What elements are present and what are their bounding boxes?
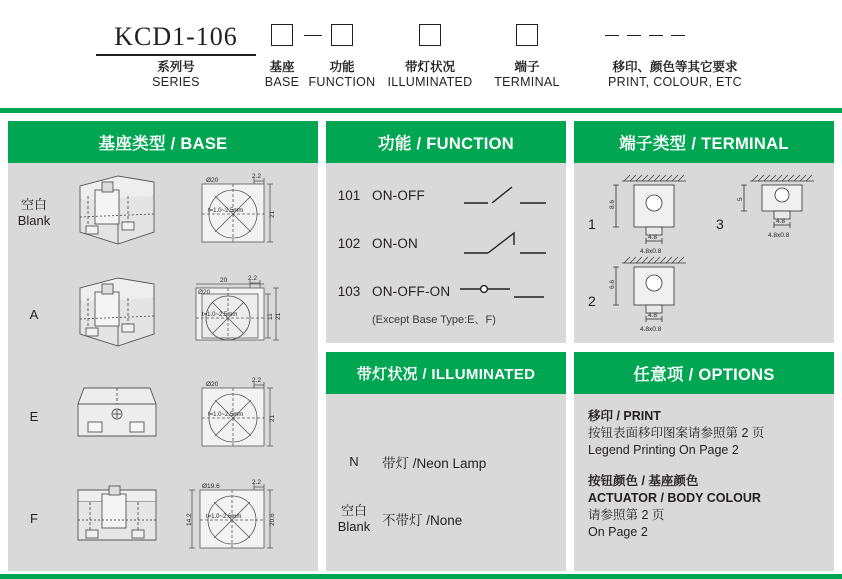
options-colour-line1: 请参照第 2 页 xyxy=(588,508,665,522)
options-colour-line2: On Page 2 xyxy=(588,525,648,539)
base-row-code: 空白 Blank xyxy=(17,197,51,228)
illuminated-row-blank[interactable] xyxy=(326,497,566,541)
options-colour-title: 按钮颜色 / 基座颜色 xyxy=(588,474,699,488)
field-label-options-cn: 移印、颜色等其它要求 xyxy=(612,60,738,74)
illuminated-panel xyxy=(326,352,566,571)
function-code-box xyxy=(331,24,353,46)
dim-thickness-f: t=1.0~2.6mm xyxy=(206,514,242,520)
base-3d-drawing-e xyxy=(58,374,176,460)
base-3d-drawing-blank xyxy=(58,170,176,256)
dim-width-blank: 2.2 xyxy=(252,173,262,180)
terminal-1-spec: 4.8x0.8 xyxy=(640,248,662,255)
base-row-drawings xyxy=(58,269,314,361)
dim-thickness-a: t=1.0~2.5mm xyxy=(202,312,238,318)
terminal-drawing-2[interactable] xyxy=(608,253,704,337)
terminal-3-width: 4.8 xyxy=(776,218,786,225)
base-row-f[interactable] xyxy=(8,469,318,569)
field-label-function-en: FUNCTION xyxy=(308,75,376,89)
base-code-box xyxy=(271,24,293,46)
field-label-illuminated-cn: 带灯状况 xyxy=(404,60,455,74)
base-panel-title: 基座类型 / BASE xyxy=(8,121,318,163)
illuminated-name: 带灯 /Neon Lamp xyxy=(382,456,487,471)
function-symbol-on-on xyxy=(458,223,558,263)
base-row-e[interactable] xyxy=(8,367,318,467)
field-label-options xyxy=(565,60,785,90)
function-row-101[interactable] xyxy=(326,173,566,217)
field-label-series xyxy=(116,60,236,90)
base-dimension-drawing-blank xyxy=(182,170,300,256)
illuminated-name: 不带灯 /None xyxy=(382,513,463,528)
terminal-2-height: 6.6 xyxy=(609,279,616,289)
base-rows xyxy=(8,163,318,571)
svg-text:Ø20: Ø20 xyxy=(206,381,219,388)
svg-text:Ø20: Ø20 xyxy=(206,177,219,184)
dim-thickness-e: t=1.0~2.5mm xyxy=(208,412,244,418)
function-row-102[interactable] xyxy=(326,221,566,265)
illuminated-row-n[interactable] xyxy=(326,442,566,482)
illuminated-panel-title: 带灯状况 / ILLUMINATED xyxy=(326,352,566,394)
options-block-colour xyxy=(588,473,820,541)
dim-width-f: 2.2 xyxy=(252,479,262,486)
base-row-code: E xyxy=(29,409,39,424)
illuminated-code-box xyxy=(419,24,441,46)
dim-height-blank: 21 xyxy=(269,210,276,218)
terminal-3-height: 5 xyxy=(737,197,744,201)
options-panel-title: 任意项 / OPTIONS xyxy=(574,352,834,394)
base-row-blank[interactable] xyxy=(8,163,318,263)
terminal-1-height: 8.6 xyxy=(609,199,616,209)
function-name: ON-ON xyxy=(372,235,418,251)
function-panel xyxy=(326,121,566,343)
function-symbol-on-off-on xyxy=(458,271,558,311)
terminal-drawing-3[interactable] xyxy=(736,171,832,255)
terminal-panel xyxy=(574,121,834,343)
options-panel xyxy=(574,352,834,571)
base-3d-drawing-a xyxy=(58,272,176,358)
terminal-1-width: 4.8 xyxy=(648,234,658,241)
terminal-code-1: 1 xyxy=(588,216,596,232)
function-code: 103 xyxy=(337,283,361,299)
terminal-2-width: 4.8 xyxy=(648,312,658,319)
svg-text:Ø20: Ø20 xyxy=(198,289,211,296)
options-colour-title-en: ACTUATOR / BODY COLOUR xyxy=(588,491,761,505)
illuminated-code: N xyxy=(349,454,359,469)
dim-height-e: 21 xyxy=(269,414,276,422)
field-label-illuminated-en: ILLUMINATED xyxy=(387,75,473,89)
field-label-base-cn: 基座 xyxy=(269,60,295,74)
field-label-terminal-cn: 端子 xyxy=(514,60,540,74)
base-row-code: A xyxy=(29,307,39,322)
base-panel xyxy=(8,121,318,571)
function-name: ON-OFF-ON xyxy=(372,283,451,299)
divider-rule-bottom xyxy=(0,574,842,579)
dim-width-a: 2.2 xyxy=(248,275,258,282)
function-code: 101 xyxy=(337,187,361,203)
dim-height-f: 20.6 xyxy=(269,513,276,526)
terminal-code-2: 2 xyxy=(588,293,596,309)
base-row-drawings xyxy=(58,167,314,259)
options-print-line1: 按钮表面移印图案请参照第 2 页 xyxy=(588,426,765,440)
options-print-title: 移印 / PRINT xyxy=(588,409,661,423)
field-label-function-cn: 功能 xyxy=(329,60,355,74)
terminal-drawing-1[interactable] xyxy=(608,171,704,255)
base-row-a[interactable] xyxy=(8,265,318,365)
function-note: (Except Base Type:E、F) xyxy=(372,314,496,326)
divider-rule-top xyxy=(0,108,842,113)
function-panel-title: 功能 / FUNCTION xyxy=(326,121,566,163)
dim-height2-a: 11 xyxy=(267,313,274,320)
dim-height-a: 21 xyxy=(275,312,282,320)
field-label-base-en: BASE xyxy=(264,75,300,89)
terminal-2-spec: 4.8x0.8 xyxy=(640,326,662,333)
dim-height2-f: 14.2 xyxy=(186,513,193,526)
function-code: 102 xyxy=(337,235,361,251)
base-row-code: F xyxy=(30,511,38,526)
field-label-series-en: SERIES xyxy=(152,75,200,89)
terminal-3-spec: 4.8x0.8 xyxy=(768,232,790,239)
base-dimension-drawing-a xyxy=(182,272,300,358)
dim-width-e: 2.2 xyxy=(252,377,262,384)
options-body xyxy=(574,394,834,555)
function-row-103[interactable] xyxy=(326,269,566,313)
field-label-series-cn: 系列号 xyxy=(157,60,195,74)
function-name: ON-OFF xyxy=(372,187,425,203)
function-symbol-on-off xyxy=(458,175,558,215)
series-code: KCD1-106 xyxy=(96,22,256,56)
base-3d-drawing-f xyxy=(58,476,176,562)
separator-dash xyxy=(304,35,322,36)
base-row-drawings xyxy=(58,473,314,565)
dim-top-a: 20 xyxy=(220,277,228,284)
terminal-panel-title: 端子类型 / TERMINAL xyxy=(574,121,834,163)
base-dimension-drawing-e xyxy=(182,374,300,460)
illuminated-code: 空白 Blank xyxy=(337,503,371,534)
options-print-line2: Legend Printing On Page 2 xyxy=(588,443,739,457)
field-label-terminal-en: TERMINAL xyxy=(494,75,560,89)
terminal-code-box xyxy=(516,24,538,46)
field-label-options-en: PRINT, COLOUR, ETC xyxy=(608,75,742,89)
dim-thickness-blank: t=1.0~2.5mm xyxy=(208,208,244,214)
base-dimension-drawing-f xyxy=(182,476,300,562)
options-code-dashes xyxy=(605,35,685,36)
part-number-builder xyxy=(0,0,842,112)
base-row-drawings xyxy=(58,371,314,463)
options-block-print xyxy=(588,408,820,459)
terminal-code-3: 3 xyxy=(716,216,724,232)
svg-text:Ø19.6: Ø19.6 xyxy=(202,483,220,490)
